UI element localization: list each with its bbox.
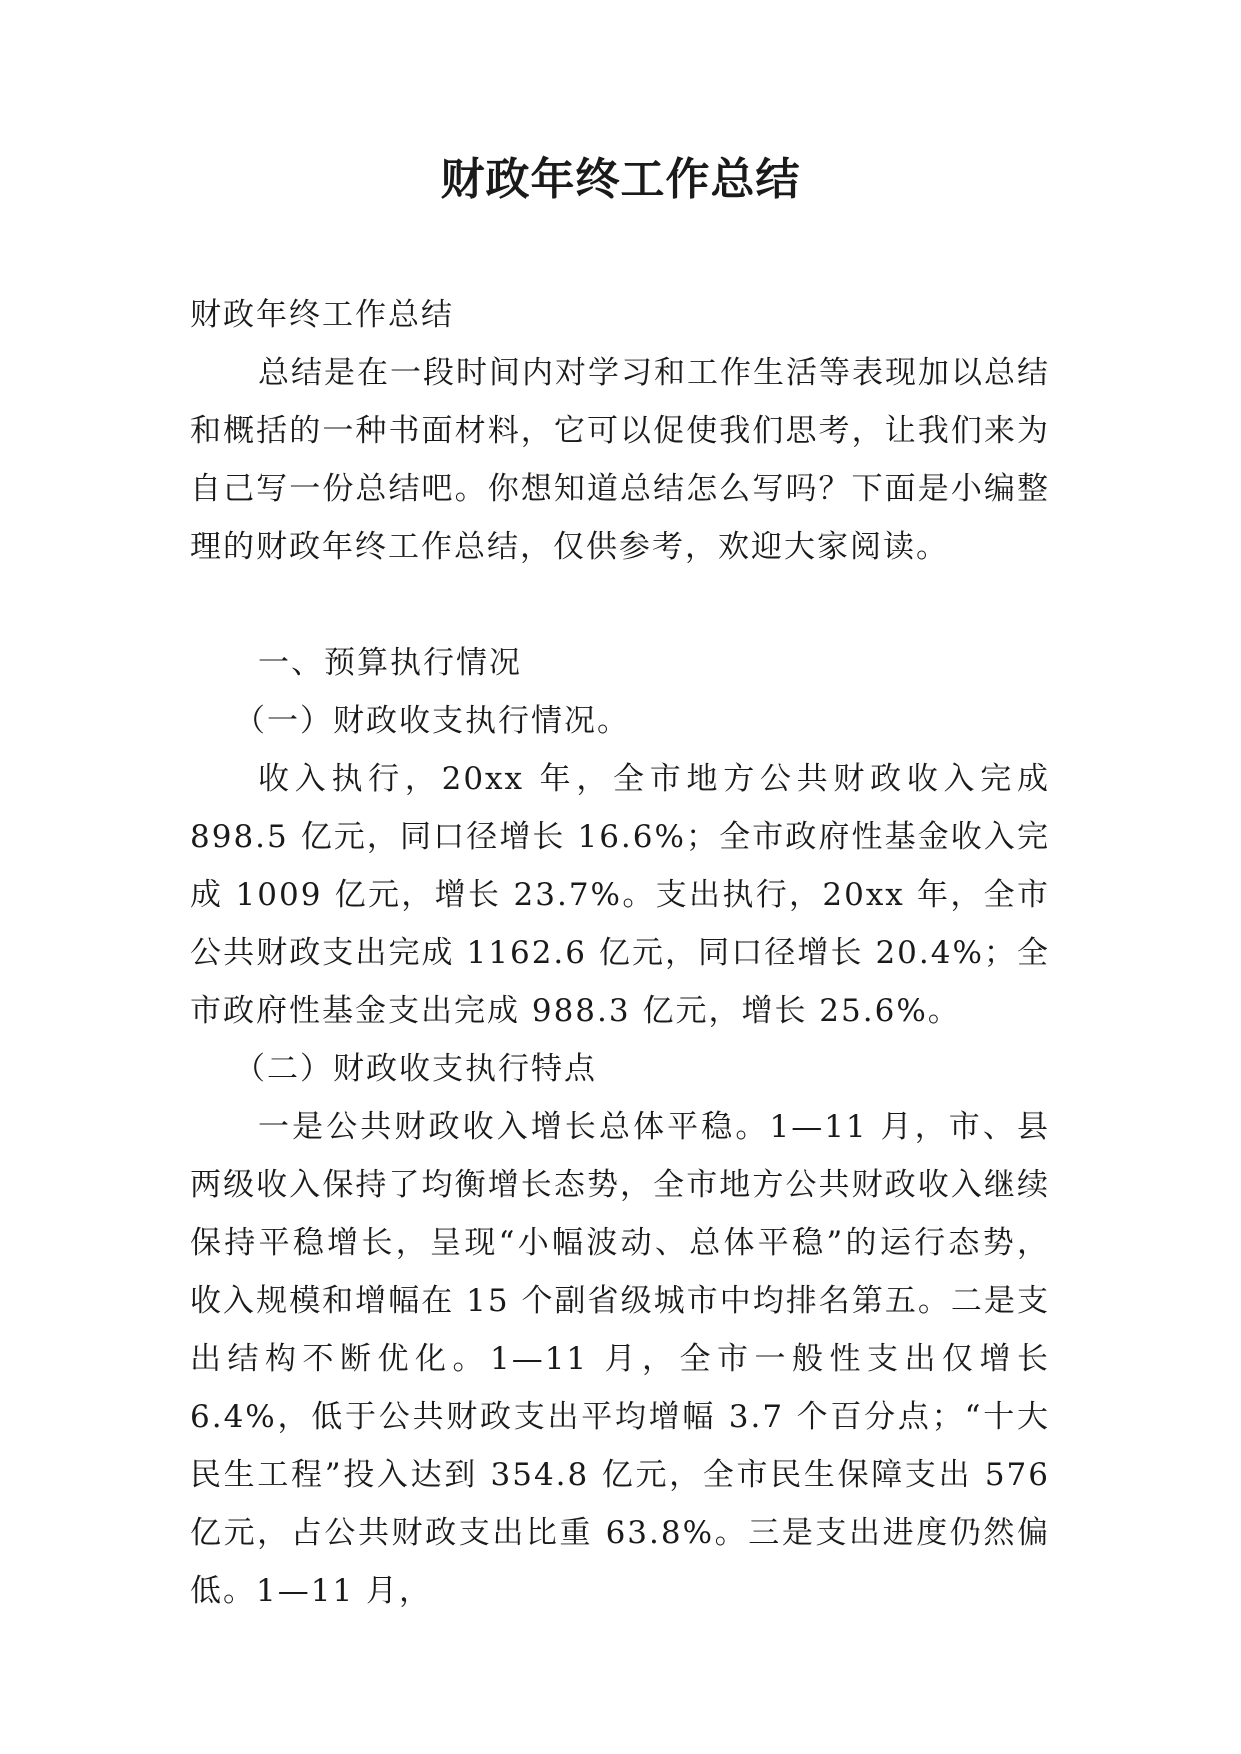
- subsection-heading-features: （二）财政收支执行特点: [234, 1051, 597, 1087]
- section-heading-budget: 一、预算执行情况: [258, 645, 522, 681]
- document-title: 财政年终工作总结: [440, 154, 801, 205]
- intro-paragraph: 总结是在一段时间内对学习和工作生活等表现加以总结和概括的一种书面材料，它可以促使我们思考，让我们来为自己写一份总结吧。你想知道总结怎么写吗？下面是小编整理的财政年终工作总结，仅供参考，欢迎大家阅读。: [190, 355, 1050, 565]
- document-body: [190, 286, 1050, 1620]
- revenue-expenditure-paragraph: 收入执行，20xx 年，全市地方公共财政收入完成 898.5 亿元，同口径增长 16.6%；全市政府性基金收入完成 1009 亿元，增长 23.7%。支出执行，20xx 年，全市公共财政支出完成 1162.6 亿元，同口径增长 20.4%；全市政府性基金支出完成 988.3 亿元，增长 25.6%。: [190, 761, 1050, 1029]
- document-subtitle: 财政年终工作总结: [190, 297, 454, 333]
- features-paragraph: 一是公共财政收入增长总体平稳。1—11 月，市、县两级收入保持了均衡增长态势，全市地方公共财政收入继续保持平稳增长，呈现“小幅波动、总体平稳”的运行态势，收入规模和增幅在 15 个副省级城市中均排名第五。二是支出结构不断优化。1—11 月，全市一般性支出仅增长 6.4%，低于公共财政支出平均增幅 3.7 个百分点；“十大民生工程”投入达到 354.8 亿元，全市民生保障支出 576 亿元，占公共财政支出比重 63.8%。三是支出进度仍然偏低。1—11 月，: [190, 1109, 1050, 1609]
- subsection-heading-revenue-expenditure: （一）财政收支执行情况。: [234, 703, 630, 739]
- paragraph-spacer: [190, 576, 1050, 634]
